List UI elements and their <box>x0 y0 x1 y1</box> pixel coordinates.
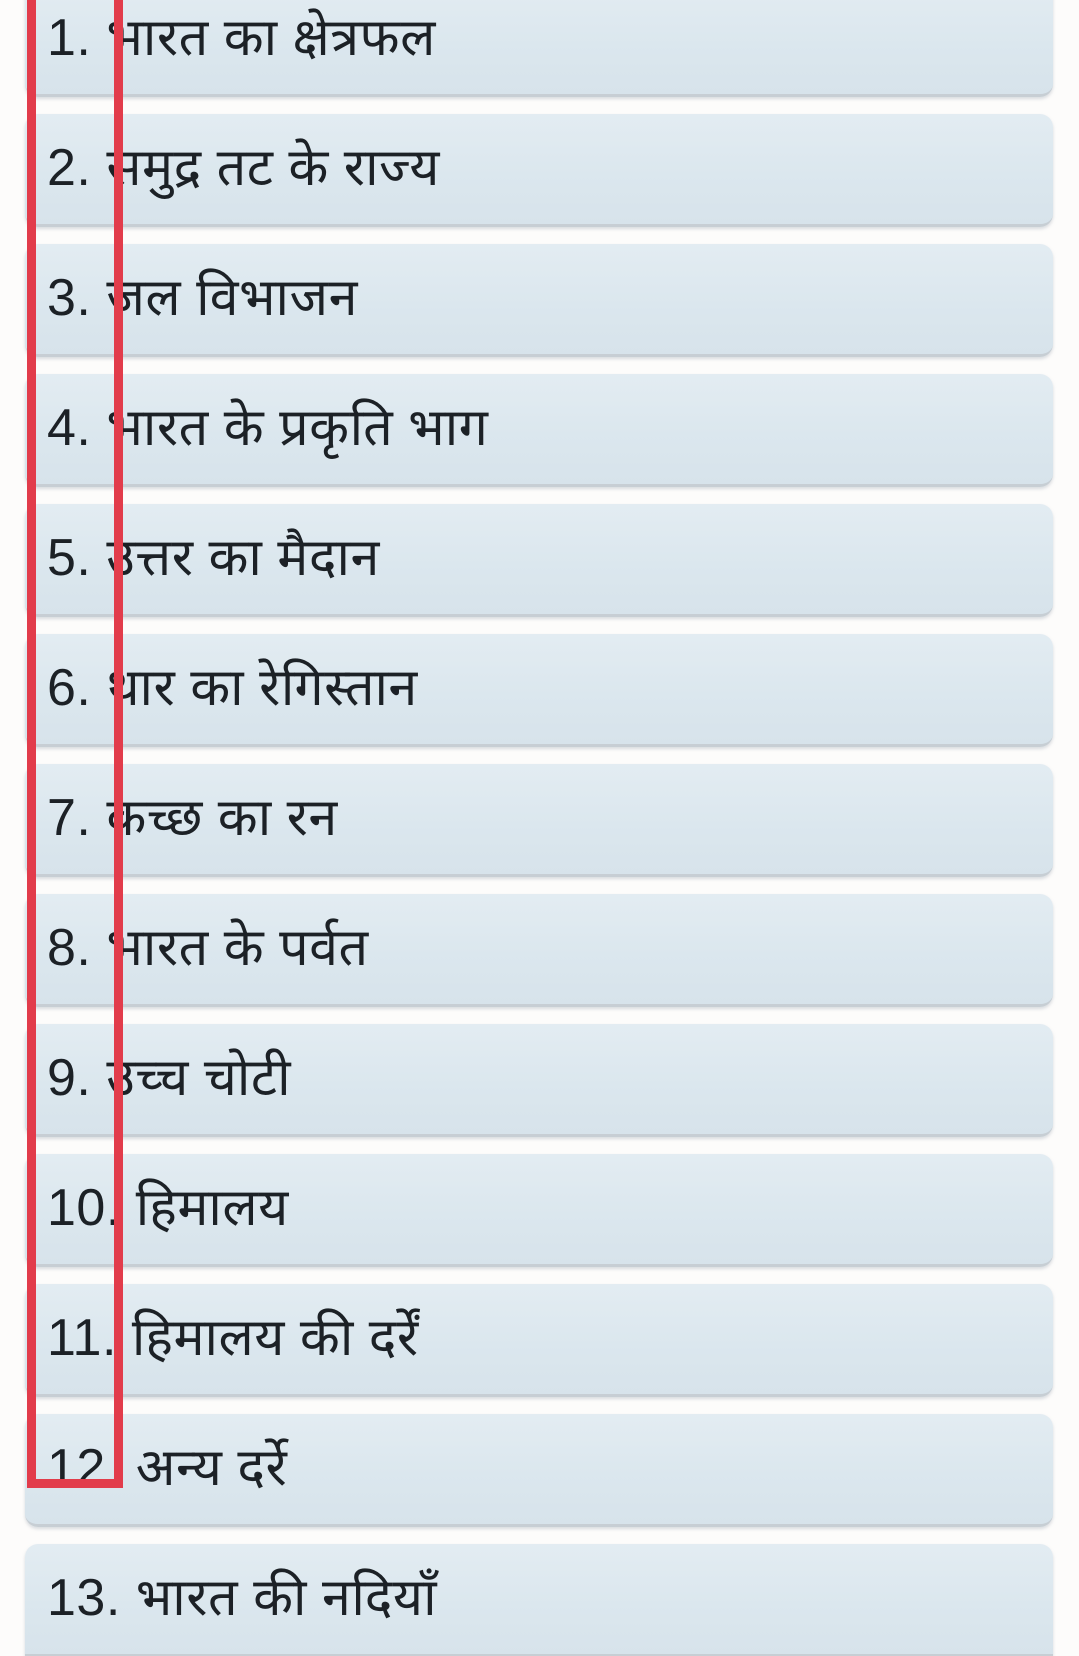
list-item[interactable] <box>25 1154 1053 1267</box>
list-item-label: 6. थार का रेगिस्तान <box>47 659 418 718</box>
list-item-label: 9. उच्च चोटी <box>47 1049 292 1108</box>
list-item[interactable] <box>25 894 1053 1007</box>
list-item-label: 7. कच्छ का रन <box>47 789 338 848</box>
list-item[interactable] <box>25 244 1053 357</box>
list-item[interactable] <box>25 1544 1053 1656</box>
list-item-label: 3. जल विभाजन <box>47 269 358 328</box>
list-item-label: 2. समुद्र तट के राज्य <box>47 139 440 198</box>
list-item-label: 8. भारत के पर्वत <box>47 919 369 978</box>
list-item-label: 4. भारत के प्रकृति भाग <box>47 399 489 458</box>
list-item[interactable] <box>25 114 1053 227</box>
list-item[interactable] <box>25 764 1053 877</box>
list-item-label: 13. भारत की नदियाँ <box>47 1569 438 1628</box>
list-item[interactable] <box>25 634 1053 747</box>
list-item-label: 12. अन्य दर्रे <box>47 1439 288 1498</box>
list-item[interactable] <box>25 504 1053 617</box>
list-item-label: 1. भारत का क्षेत्रफल <box>47 9 436 68</box>
list-item-label: 10. हिमालय <box>47 1179 289 1238</box>
list-item-label: 5. उत्तर का मैदान <box>47 529 380 588</box>
list-item[interactable] <box>25 1414 1053 1527</box>
list-item[interactable] <box>25 1284 1053 1397</box>
list-item[interactable] <box>25 374 1053 487</box>
list-item[interactable] <box>25 0 1053 97</box>
list-item-label: 11. हिमालय की दर्रें <box>47 1309 419 1368</box>
list-item[interactable] <box>25 1024 1053 1137</box>
